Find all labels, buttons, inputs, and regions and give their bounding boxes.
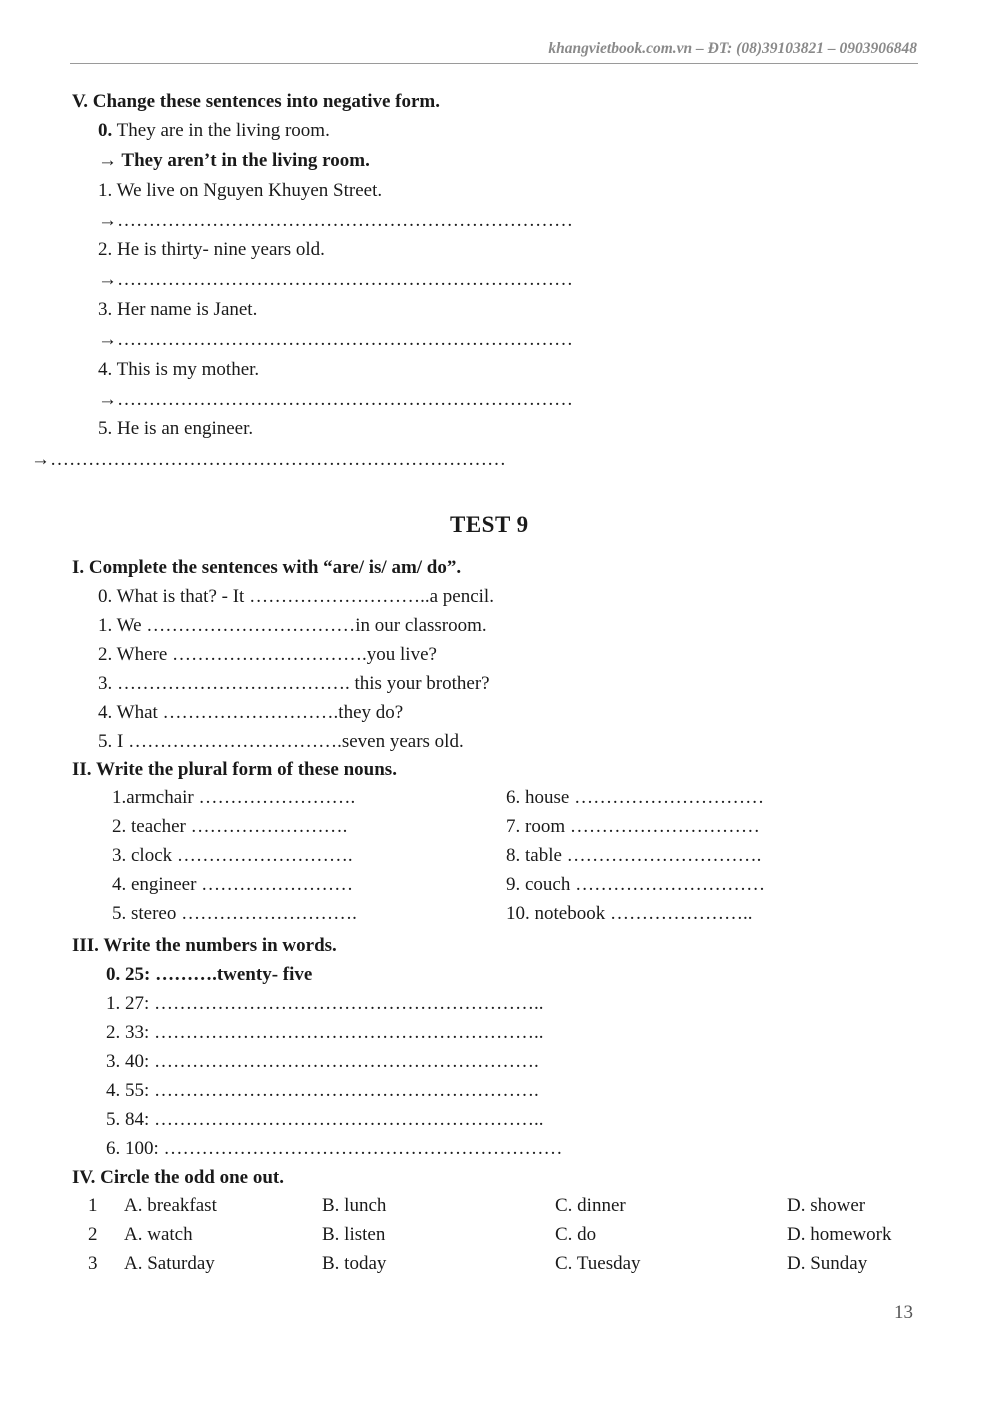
option-a: A. watch [124, 1224, 193, 1245]
plural-item: 7. room ………………………… [506, 816, 760, 837]
answer-line: →……………………………………………………………… [98, 329, 573, 350]
section-i-heading: I. Complete the sentences with “are/ is/ am/ do”. [72, 557, 462, 578]
number-item: 3. 40: ……………………………………………………. [106, 1051, 539, 1072]
section-v-heading: V. Change these sentences into negative form. [72, 91, 440, 112]
question-item: 2. He is thirty- nine years old. [98, 239, 325, 260]
page-number: 13 [894, 1302, 913, 1323]
question-item: 1. We live on Nguyen Khuyen Street. [98, 180, 383, 201]
number-item: 1. 27: …………………………………………………….. [106, 993, 544, 1014]
plural-item: 8. table …………………………. [506, 845, 762, 866]
number-example: 0. 25: ……….twenty- five [106, 964, 313, 985]
option-c: C. Tuesday [555, 1253, 641, 1274]
question-item: 3. Her name is Janet. [98, 299, 258, 320]
option-b: B. listen [322, 1224, 386, 1245]
fill-blank-item: 1. We ……………………………in our classroom. [98, 615, 487, 636]
fill-blank-item: 3. ………………………………. this your brother? [98, 673, 490, 694]
option-d: D. homework [787, 1224, 892, 1245]
question-item: 5. He is an engineer. [98, 418, 254, 439]
section-iii-heading: III. Write the numbers in words. [72, 935, 337, 956]
option-c: C. dinner [555, 1195, 626, 1216]
answer-line: →……………………………………………………………… [98, 269, 573, 290]
example-sentence [98, 120, 330, 142]
plural-item: 1.armchair ……………………. [112, 787, 356, 808]
section-iv-heading: IV. Circle the odd one out. [72, 1167, 285, 1188]
plural-item: 10. notebook ………………….. [506, 903, 753, 924]
fill-blank-item: 2. Where ………………………….you live? [98, 644, 437, 665]
answer-line: →……………………………………………………………… [98, 210, 573, 231]
plural-item: 3. clock ………………………. [112, 845, 353, 866]
example-text: They are in the living room. [116, 120, 330, 141]
number-item: 2. 33: …………………………………………………….. [106, 1022, 544, 1043]
fill-blank-item: 5. I …………………………….seven years old. [98, 731, 464, 752]
fill-blank-item: 4. What ……………………….they do? [98, 702, 404, 723]
plural-item: 6. house ………………………… [506, 787, 765, 808]
option-d: D. Sunday [787, 1253, 868, 1274]
option-d: D. shower [787, 1195, 866, 1216]
row-number: 1 [88, 1195, 98, 1216]
option-a: A. Saturday [124, 1253, 215, 1274]
row-number: 2 [88, 1224, 98, 1245]
example-answer: → They aren’t in the living room. [98, 150, 370, 171]
plural-item: 5. stereo ………………………. [112, 903, 357, 924]
option-b: B. today [322, 1253, 387, 1274]
section-ii-heading: II. Write the plural form of these nouns. [72, 759, 397, 780]
plural-item: 4. engineer …………………… [112, 874, 354, 895]
number-item: 6. 100: ……………………………………………………… [106, 1138, 563, 1159]
option-b: B. lunch [322, 1195, 387, 1216]
number-item: 5. 84: …………………………………………………….. [106, 1109, 544, 1130]
number-item: 4. 55: ……………………………………………………. [106, 1080, 539, 1101]
option-a: A. breakfast [124, 1195, 217, 1216]
plural-item: 2. teacher ……………………. [112, 816, 348, 837]
row-number: 3 [88, 1253, 98, 1274]
header-rule [70, 63, 918, 64]
fill-blank-item: 0. What is that? - It ………………………..a pencil. [98, 586, 494, 607]
question-item: 4. This is my mother. [98, 359, 260, 380]
answer-line: →……………………………………………………………… [31, 449, 506, 470]
answer-line: →……………………………………………………………… [98, 389, 573, 410]
plural-item: 9. couch ………………………… [506, 874, 766, 895]
option-c: C. do [555, 1224, 597, 1245]
example-number: 0. [98, 120, 113, 141]
test-title: TEST 9 [450, 512, 529, 537]
page-header: khangvietbook.com.vn – ĐT: (08)39103821 – 0903906848 [548, 40, 917, 57]
